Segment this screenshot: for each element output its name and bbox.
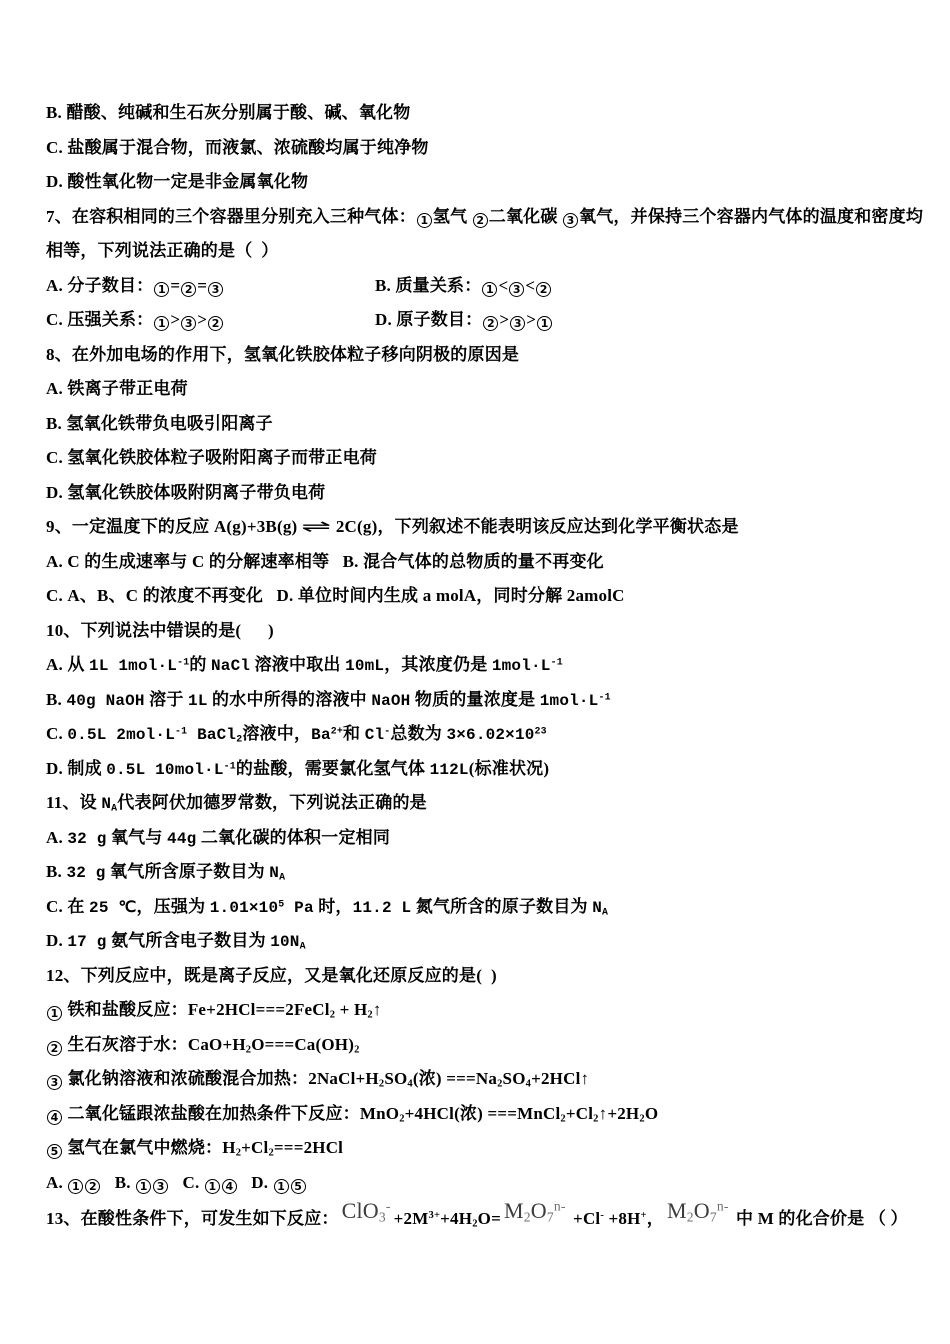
q12-reaction-4: 4 二氧化锰跟浓盐酸在加热条件下反应：MnO$_2$+4HCl(浓) $===MnCl_2+Cl_2↑+2H_2O$ (46, 1097, 920, 1132)
q6-option-b: B. 醋酸、纯碱和生石灰分别属于酸、碱、氧化物 (46, 103, 411, 122)
q6-option-d: D. 酸性氧化物一定是非金属氧化物 (46, 172, 309, 191)
q8-option-a: A. 铁离子带正电荷 (46, 379, 188, 398)
q6-option-c: C. 盐酸属于混合物，而液氯、浓硫酸均属于纯净物 (46, 137, 429, 157)
q7-options-row-2-col2: D. 原子数目： 2 > 3 > 1 (375, 303, 553, 338)
q8-option-d: D. 氢氧化铁胶体吸附阴离子带负电荷 (46, 482, 326, 502)
question-7-line-2: 相等，下列说法正确的是（ ） (46, 241, 279, 260)
question-10: 10、下列说法中错误的是( ) (46, 620, 274, 640)
question-13: 13、在酸性条件下，可发生如下反应： $ClO_3^-+2M^{3+}+4H_2O= M_2O_7^{n-} +Cl^- +8H^+$， $M_2O_7^{n-}$ 中 M 的化合价是 （ ） (46, 1198, 908, 1230)
question-12: 12、下列反应中，既是离子反应，又是氧化还原反应的是( ) (46, 965, 497, 985)
q11-option-c: C. 在 25 ℃，压强为 $1.01\times 10^5$ Pa 时，11.2 L 氮气所含的原子数目为 $N_A$ (46, 896, 609, 917)
q11-option-b: B. 32 g 氧气所含原子数目为 $N_A$ (46, 862, 286, 883)
q9-options-cd: C. A、B、C 的浓度不再变化 D. 单位时间内生成 a molA，同时分解 2amolC (46, 586, 625, 605)
question-8: 8、在外加电场的作用下，氢氧化铁胶体粒子移向阴极的原因是 (46, 344, 520, 364)
q12-reaction-2: 2 生石灰溶于水：$CaO+H_2O===Ca(OH)_2$ (46, 1028, 920, 1063)
q10-option-a: A. 从 1L $1mol\cdot L^{-1}$的 NaCl 溶液中取出 10mL，其浓度仍是 $1mol\cdot L^{-1}$ (46, 655, 563, 675)
q7-options-row-2-col1: C. 压强关系： 1 > 3 > 2 (46, 310, 224, 329)
q7-options-row-1-col1: A. 分子数目： 1 = 2 = 3 (46, 276, 224, 295)
question-7-line-1: 7、在容积相同的三个容器里分别充入三种气体： 1 氢气 2 二氧化碳 3 氧气，并保持三个容器内气体的温度和密度均 (46, 206, 924, 227)
q12-answer-options: A. 1 2 B. 1 3 C. 1 4 D. 1 5 (46, 1166, 920, 1201)
q10-option-d: D. 制成 0.5L $10mol\cdot L^{-1}$的盐酸，需要氯化氢气体 112L(标准状况) (46, 758, 550, 779)
q12-reaction-1: 1 铁和盐酸反应：Fe+2HCl===2FeCl$_2$ + $H_2↑$ (46, 993, 920, 1028)
q7-options-row-2 (46, 303, 920, 338)
question-11: 11、设 $N_A$代表阿伏加德罗常数，下列说法正确的是 (46, 793, 427, 814)
q10-option-c: C. 0.5L $2mol\cdot L^{-1}$ BaCl$_2$溶液中，$Ba^{2+}$和 Cl-总数为 $3\times 6.02\times 10^{23}$ (46, 724, 547, 745)
q9-options-ab: A. C 的生成速率与 C 的分解速率相等 B. 混合气体的总物质的量不再变化 (46, 551, 604, 571)
q8-option-b: B. 氢氧化铁带负电吸引阳离子 (46, 413, 273, 433)
q7-options-row-1-col2: B. 质量关系： 1 < 3 < 2 (375, 269, 552, 304)
q12-reaction-3: 3 氯化钠溶液和浓硫酸混合加热：$2NaCl+H_2SO_4$(浓) $===Na_2SO_4+2HCl↑$ (46, 1062, 920, 1097)
q11-option-a: A. 32 g 氧气与 44g 二氧化碳的体积一定相同 (46, 827, 391, 848)
q12-reaction-5: 5 氢气在氯气中燃烧：$H_2+Cl_2===2HCl$ (46, 1131, 920, 1166)
question-9: 9、一定温度下的反应 A(g)+3B(g) ⇌ 2C(g)，下列叙述不能表明该反应达到化学平衡状态是 (46, 517, 739, 537)
q8-option-c: C. 氢氧化铁胶体粒子吸附阳离子而带正电荷 (46, 448, 377, 467)
q11-option-d: D. 17 g 氨气所含电子数目为 $10N_A$ (46, 931, 306, 952)
q10-option-b: B. 40g NaOH 溶于 1L 的水中所得的溶液中 NaOH 物质的量浓度是 $1mol\cdot L^{-1}$ (46, 689, 611, 710)
q7-options-row-1 (46, 269, 920, 304)
